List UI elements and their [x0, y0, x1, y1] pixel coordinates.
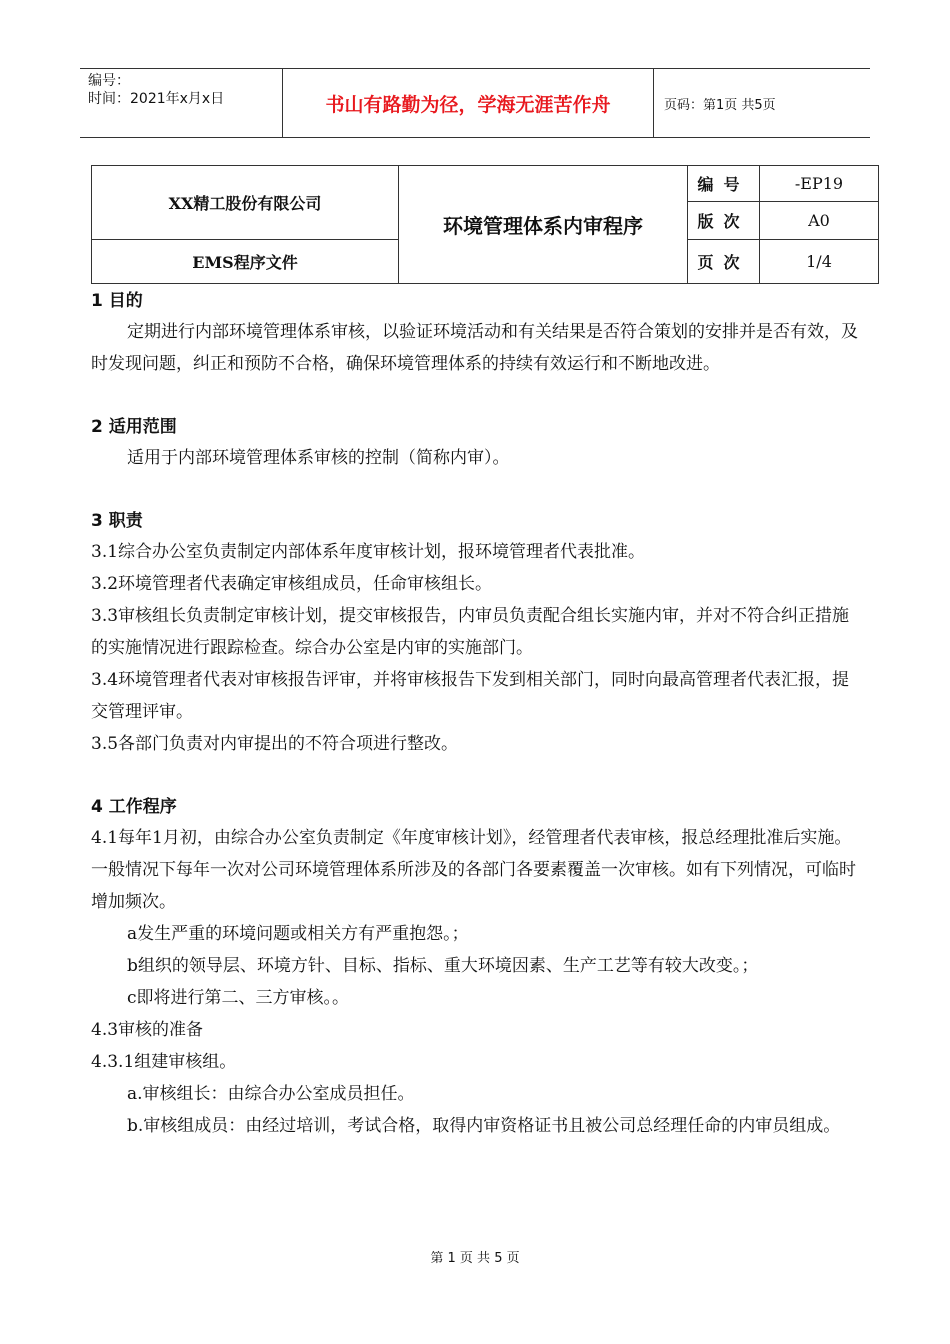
- responsibility-item: 3.5各部门负责对内审提出的不符合项进行整改。: [91, 734, 459, 754]
- section-heading-procedure: 4 工作程序: [91, 797, 177, 817]
- motto: 书山有路勤为径，学海无涯苦作舟: [325, 93, 611, 116]
- responsibility-item: 3.3审核组长负责制定审核计划，提交审核报告，内审员负责配合组长实施内审，并对不符合纠正措施的实施情况进行跟踪检查。综合办公室是内审的实施部门。: [91, 606, 850, 658]
- document-info-table: [91, 165, 879, 284]
- procedure-4-3-1: 4.3.1组建审核组。: [91, 1052, 237, 1072]
- audit-leader-item: a.审核组长：由综合办公室成员担任。: [127, 1084, 415, 1104]
- procedure-sub-item: a发生严重的环境问题或相关方有严重抱怨。；: [127, 924, 469, 944]
- page-header: [80, 68, 870, 138]
- document-body: [91, 286, 866, 1142]
- version-label: 版次: [688, 202, 760, 240]
- code-label: 编号: [688, 166, 760, 202]
- scope-paragraph: 适用于内部环境管理体系审核的控制（简称内审）。: [127, 448, 510, 468]
- version-value: A0: [760, 202, 879, 240]
- procedure-sub-item: c即将进行第二、三方审核。。: [127, 988, 350, 1008]
- section-heading-purpose: 1 目的: [91, 291, 143, 311]
- purpose-paragraph: 定期进行内部环境管理体系审核，以验证环境活动和有关结果是否符合策划的安排并是否有效，及时发现问题，纠正和预防不合格，确保环境管理体系的持续有效运行和不断地改进。: [91, 322, 858, 374]
- code-value: -EP19: [760, 166, 879, 202]
- company-name: XX精工股份有限公司: [92, 166, 399, 240]
- header-meta-cell: [80, 69, 283, 137]
- page-value: 1/4: [760, 240, 879, 284]
- header-motto-cell: [283, 69, 654, 137]
- document-type: EMS程序文件: [92, 240, 399, 284]
- audit-member-item: b.审核组成员：由经过培训，考试合格，取得内审资格证书且被公司总经理任命的内审员组成。: [127, 1116, 841, 1136]
- responsibility-item: 3.4环境管理者代表对审核报告评审，并将审核报告下发到相关部门，同时向最高管理者代表汇报，提交管理评审。: [91, 670, 850, 722]
- page-label: 页次: [688, 240, 760, 284]
- responsibility-item: 3.2环境管理者代表确定审核组成员，任命审核组长。: [91, 574, 493, 594]
- section-heading-scope: 2 适用范围: [91, 417, 177, 437]
- section-heading-responsibilities: 3 职责: [91, 511, 143, 531]
- page-footer: 第 1 页 共 5 页: [430, 1251, 520, 1266]
- procedure-4-1: 4.1每年1月初，由综合办公室负责制定《年度审核计划》，经管理者代表审核，报总经理批准后实施。一般情况下每年一次对公司环境管理体系所涉及的各部门各要素覆盖一次审核。如有下列情况，可临时增加频次。: [91, 828, 856, 912]
- header-page-cell: [654, 69, 870, 137]
- responsibility-item: 3.1综合办公室负责制定内部体系年度审核计划，报环境管理者代表批准。: [91, 542, 646, 562]
- page-indicator: 页码：第1页 共5页: [664, 97, 776, 113]
- doc-time: 时间：2021年x月x日: [88, 91, 225, 107]
- procedure-4-3: 4.3审核的准备: [91, 1020, 204, 1040]
- document-title: 环境管理体系内审程序: [399, 166, 688, 284]
- doc-code-label: 编号：: [88, 73, 130, 89]
- procedure-sub-item: b组织的领导层、环境方针、目标、指标、重大环境因素、生产工艺等有较大改变。；: [127, 956, 759, 976]
